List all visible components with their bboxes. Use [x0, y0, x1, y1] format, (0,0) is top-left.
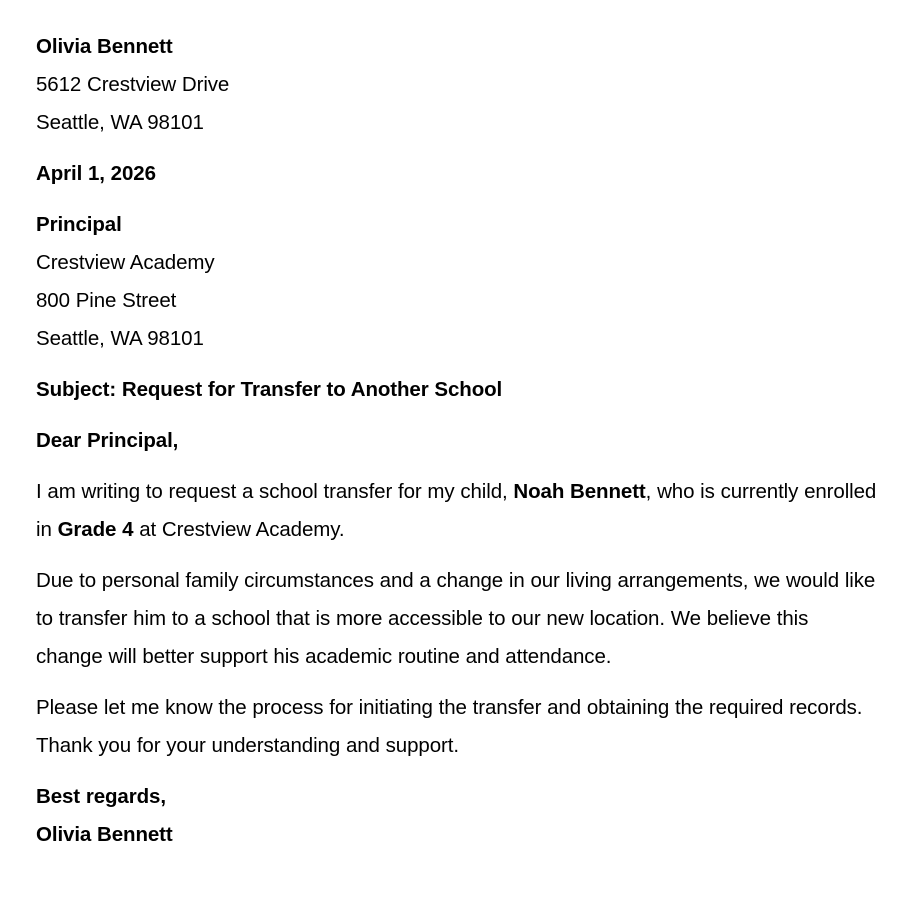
child-name-emphasis: Noah Bennett — [513, 480, 646, 503]
salutation: Dear Principal, — [36, 429, 179, 452]
recipient-city-state-zip: Seattle, WA 98101 — [36, 327, 204, 350]
paragraph-1-text-part-3: at Crestview Academy. — [133, 518, 345, 541]
paragraph-1-text-part-2: , who is currently enrolled in — [36, 480, 877, 541]
closing-block — [36, 778, 878, 854]
recipient-organization: Crestview Academy — [36, 251, 215, 274]
letter-date: April 1, 2026 — [36, 162, 156, 185]
sender-name: Olivia Bennett — [36, 35, 173, 58]
recipient-address-block — [36, 206, 878, 358]
sender-address-block — [36, 28, 878, 142]
body-paragraph-2: Due to personal family circumstances and a change in our living arrangements, we would like to transfer him to a school that is more accessible to our new location. We believe this change will better support his academic routine and attendance. — [36, 569, 876, 668]
body-paragraph-3: Please let me know the process for initiating the transfer and obtaining the required records. Thank you for your understanding and support. — [36, 696, 863, 757]
recipient-title: Principal — [36, 213, 122, 236]
signature-name: Olivia Bennett — [36, 823, 173, 846]
paragraph-1-text-part-1: I am writing to request a school transfer for my child, — [36, 480, 514, 503]
grade-emphasis: Grade 4 — [57, 518, 134, 541]
sender-street: 5612 Crestview Drive — [36, 73, 230, 96]
body-paragraph-1 — [36, 473, 878, 549]
recipient-street: 800 Pine Street — [36, 289, 177, 312]
sender-city-state-zip: Seattle, WA 98101 — [36, 111, 204, 134]
valediction: Best regards, — [36, 785, 166, 808]
subject-line: Subject: Request for Transfer to Another School — [36, 378, 503, 401]
